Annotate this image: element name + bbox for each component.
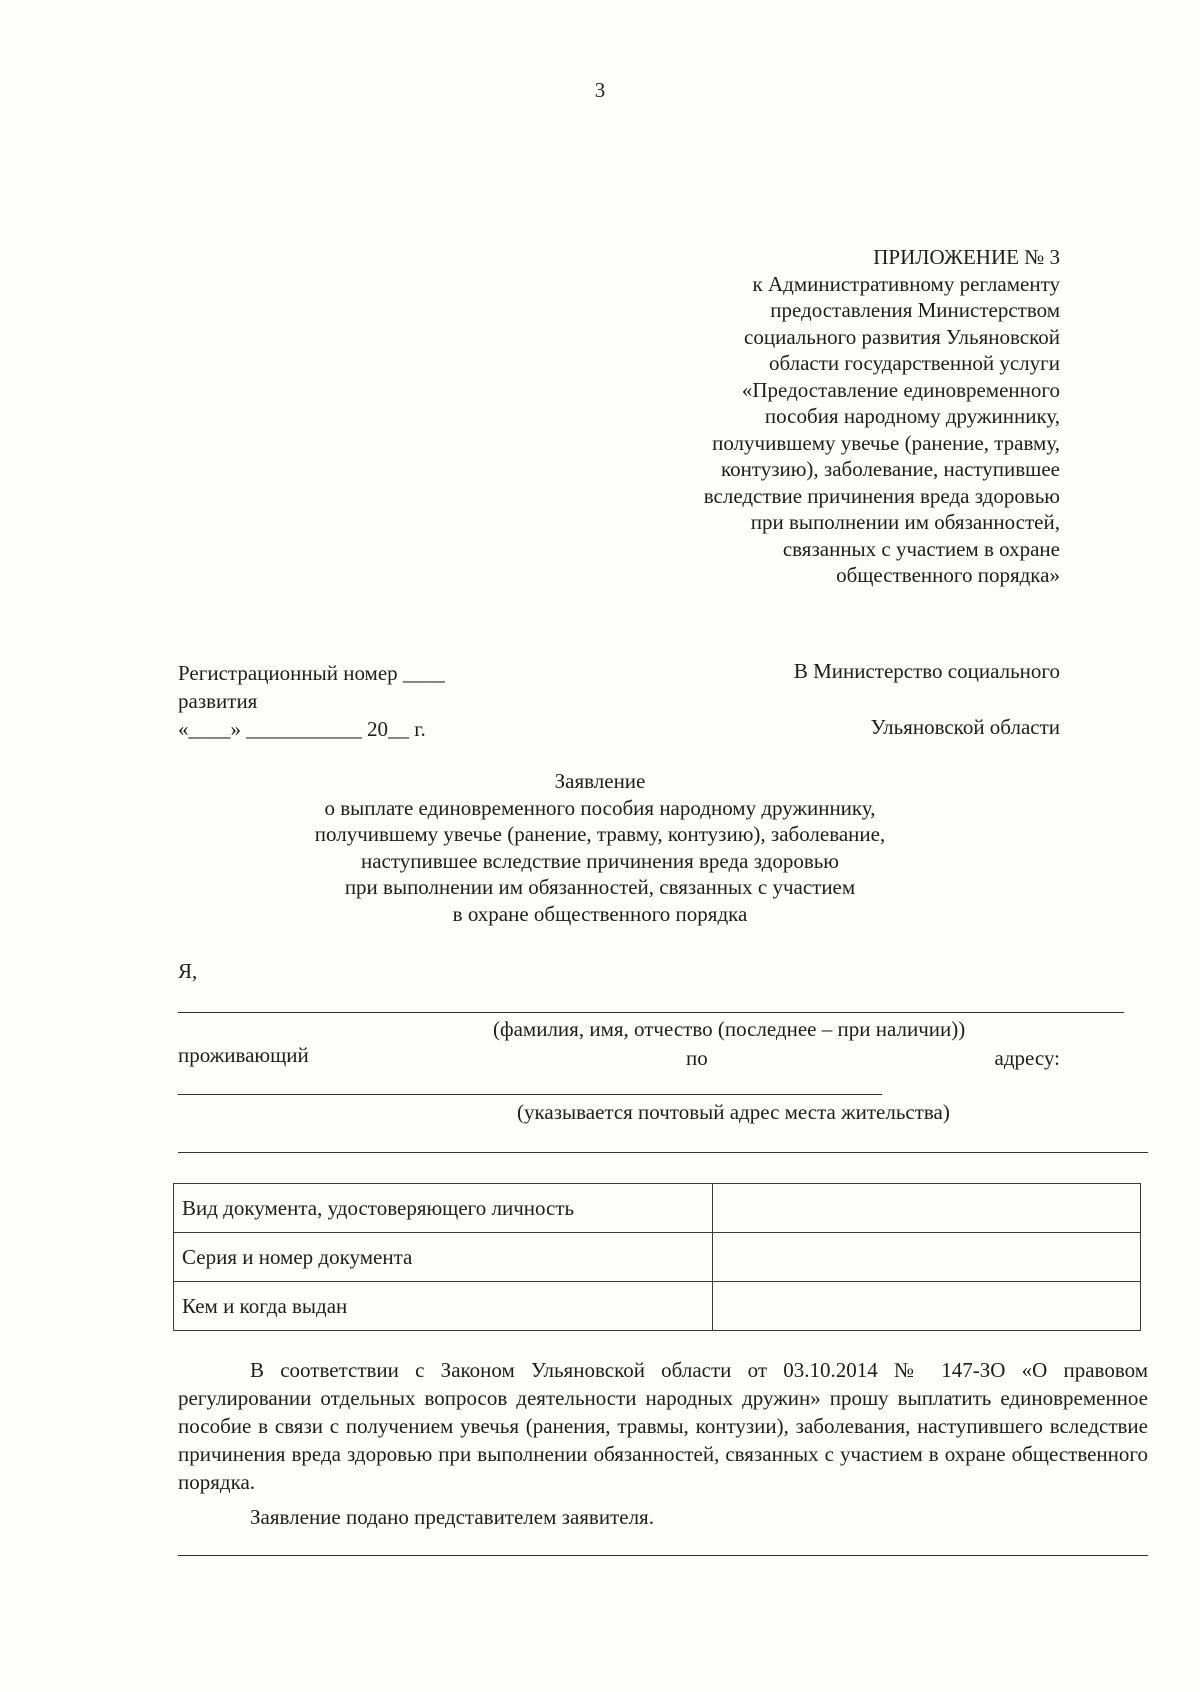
id-doc-number-label: Серия и номер документа (174, 1233, 713, 1282)
statement-title-line: Заявление (554, 769, 646, 793)
statement-title (0, 768, 1200, 927)
address-caption: (указывается почтовый адрес места жительства) (517, 1100, 950, 1124)
registration-line2: развития (178, 689, 258, 713)
fio-caption: (фамилия, имя, отчество (последнее – при наличии)) (493, 1017, 966, 1041)
address-field-line-2[interactable] (178, 1152, 1148, 1153)
representative-field-line[interactable] (178, 1555, 1148, 1556)
annex-line: связанных с участием в охране (782, 536, 1060, 561)
table-row (174, 1282, 1141, 1331)
annex-line: получившему увечье (ранение, травму, (712, 430, 1060, 455)
living-po: по (686, 1046, 708, 1070)
id-document-table (173, 1183, 1141, 1331)
living-label: проживающий (178, 1043, 309, 1067)
address-field-line-1[interactable] (178, 1094, 882, 1095)
table-row (174, 1233, 1141, 1282)
annex-header (704, 244, 1060, 589)
table-row (174, 1184, 1141, 1233)
body-paragraph-block (178, 1356, 1148, 1496)
annex-line: общественного порядка» (836, 563, 1060, 587)
annex-line: пособия народному дружиннику, (764, 404, 1060, 428)
statement-title-line: в охране общественного порядка (452, 901, 748, 926)
registration-number: Регистрационный номер ____ (178, 661, 445, 685)
body-paragraph: В соответствии с Законом Ульяновской области от 03.10.2014 № 147-ЗО «О правовом регулировании отдельных вопросов деятельности народных дружин» прошу выплатить единовременное пособие в связи с получением увечья (ранения, травмы, контузии), заболевания, наступившего вследствие причинения вреда здоровью при выполнении обязанностей, связанных с участием в охране общественного порядка. (178, 1358, 1148, 1494)
id-doc-issued-label: Кем и когда выдан (174, 1282, 713, 1331)
registration-date: «____» ___________ 20__ г. (178, 717, 426, 741)
representative-note: Заявление подано представителем заявителя. (250, 1505, 654, 1529)
page-number: 3 (594, 78, 606, 102)
annex-line: контузию), заболевание, наступившее (720, 457, 1060, 481)
recipient-line-1: В Министерство социального (793, 659, 1060, 683)
fio-field-line[interactable] (178, 1012, 1124, 1013)
annex-line: вследствие причинения вреда здоровью (703, 483, 1060, 508)
annex-line: при выполнении им обязанностей, (750, 510, 1060, 534)
annex-line: к Административному регламенту (752, 271, 1060, 296)
annex-line: «Предоставление единовременного (741, 377, 1060, 402)
id-doc-issued-value[interactable] (713, 1282, 1141, 1331)
id-doc-type-value[interactable] (713, 1184, 1141, 1233)
applicant-ya: Я, (178, 959, 198, 983)
living-address-label: адресу: (994, 1046, 1060, 1070)
statement-title-line: получившему увечье (ранение, травму, контузию), заболевание, (314, 822, 886, 846)
statement-title-line: при выполнении им обязанностей, связанных с участием (344, 875, 856, 899)
statement-title-line: наступившее вследствие причинения вреда здоровью (361, 848, 839, 873)
registration-block (178, 659, 445, 743)
statement-title-line: о выплате единовременного пособия народному дружиннику, (324, 795, 876, 820)
annex-line: ПРИЛОЖЕНИЕ № 3 (873, 245, 1060, 269)
annex-line: предоставления Министерством (770, 298, 1060, 322)
annex-line: области государственной услуги (768, 351, 1060, 375)
annex-line: социального развития Ульяновской (744, 324, 1060, 349)
recipient-line-2: Ульяновской области (870, 715, 1060, 739)
id-doc-type-label: Вид документа, удостоверяющего личность (174, 1184, 713, 1233)
id-doc-number-value[interactable] (713, 1233, 1141, 1282)
